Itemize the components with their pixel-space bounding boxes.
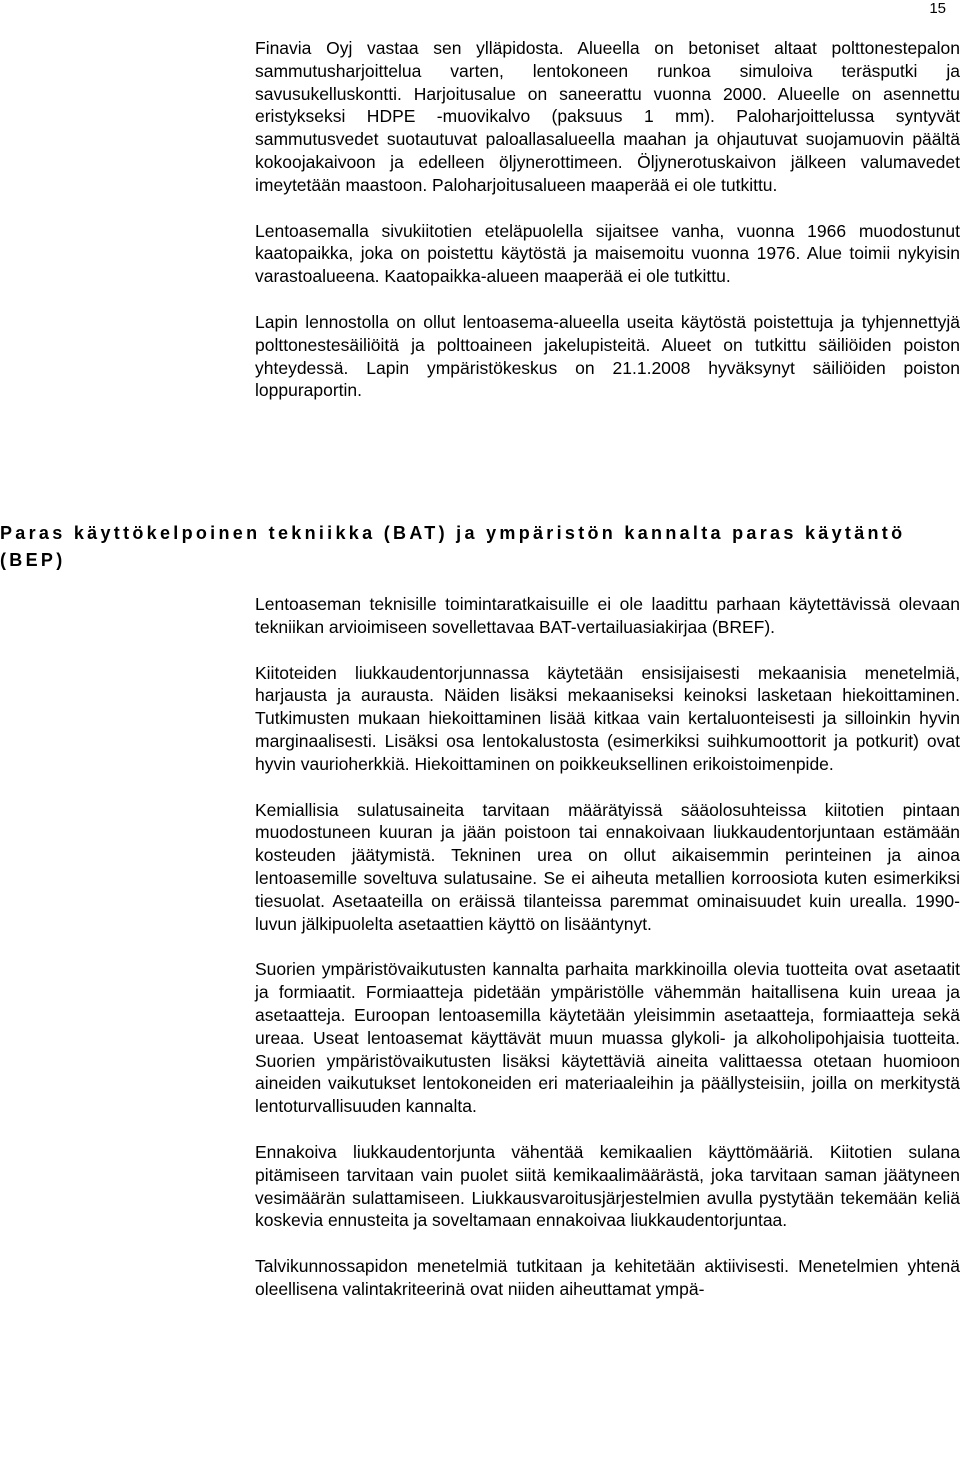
paragraph-mechanical-methods: Kiitoteiden liukkaudentorjunnassa käytetään ensisijaisesti mekaanisia menetelmiä, harjausta ja aurausta. Näiden lisäksi mekaaniseksi keinoksi lasketaan hiekoittaminen. Tutkimusten mukaan hiekoittaminen lisää kitkaa vain kertaluonteisesti ja silloinkin hyvin marginaalisesti. Lisäksi osa lentokalustosta (esimerkiksi suihkumoottorit ja potkurit) ovat hyvin vaurioherkkiä. Hiekoittaminen on poikkeuksellinen erikoistoimenpide. <box>255 662 960 774</box>
paragraph-anticipatory-control: Ennakoiva liukkaudentorjunta vähentää kemikaalien käyttömääriä. Kiitotien sulana pitämiseen tarvitaan vain puolet siitä kemikaalimäärästä, joka tarvitaan saman jäätyneen vesimäärän sulattamiseen. Liukkausvaroitusjärjestelmien avulla pystytään tekemään keliä koskevia ennusteita ja soveltamaan ennakoivaa liukkaudentorjuntaa. <box>255 1141 960 1231</box>
paragraph-environmental-products: Suorien ympäristövaikutusten kannalta parhaita markkinoilla olevia tuotteita ovat asetaatit ja formiaatit. Formiaatteja pidetään ympäristölle vähemmän haitallisena kuin ureaa ja asetaatteja. Euroopan lentoasemilla käytetään yleisimmin asetaatteja, formiaatteja sekä ureaa. Useat lentoasemat käyttävät muun muassa glykoli- ja alkoholipohjaisia tuotteita. Suorien ympäristövaikutusten lisäksi käytettäviä aineita valittaessa otetaan huomioon aineiden vaikutukset lentokoneiden eri materiaaleihin ja päällysteisiin, joilla on merkitystä lentoturvallisuuden kannalta. <box>255 959 960 1117</box>
text-section-top <box>255 37 960 402</box>
paragraph-fuel-tanks: Lapin lennostolla on ollut lentoasema-alueella useita käytöstä poistettuja ja tyhjennettyjä polttonestesäiliöitä ja polttoaineen jakelupisteitä. Alueet on tutkittu säiliöiden poiston yhteydessä. Lapin ympäristökeskus on 21.1.2008 hyväksynyt säiliöiden poiston loppuraportin. <box>255 311 960 401</box>
paragraph-chemical-deicers: Kemiallisia sulatusaineita tarvitaan määrätyissä sääolosuhteissa kiitotien pintaan muodostuneen kuuran ja jään poistoon tai ennakoivaan liukkaudentorjuntaan estämään kosteuden jäätymistä. Tekninen urea on ollut aikaisemmin perinteinen ja ainoa lentoasemille soveltuva sulatusaine. Se ei aiheuta metallien korroosiota kuten esimerkiksi tiesuolat. Asetaateilla on eräissä tilanteissa paremmat ominaisuudet kuin urealla. 1990-luvun jälkipuolelta asetaattien käyttö on lisääntynyt. <box>255 799 960 934</box>
paragraph-fire-training-area: Finavia Oyj vastaa sen ylläpidosta. Alueella on betoniset altaat polttonestepalon sammutusharjoittelua varten, lentokoneen runkoa simuloiva teräsputki ja savusukelluskontti. Harjoitusalue on saneerattu vuonna 2000. Alueelle on asennettu eristykseksi HDPE -muovikalvo (paksuus 1 mm). Paloharjoittelussa syntyvät sammutusvedet suotautuvat paloallasalueella maahan ja ohjautuvat suojamuovin päältä kokoojakaivoon ja edelleen öljynerottimeen. Öljynerotuskaivon jälkeen valumavedet imeytetään maastoon. Paloharjoitusalueen maaperää ei ole tutkittu. <box>255 38 960 195</box>
page-number: 15 <box>929 0 946 17</box>
paragraph-old-landfill: Lentoasemalla sivukiitotien eteläpuolella sijaitsee vanha, vuonna 1966 muodostunut kaatopaikka, joka on poistettu käytöstä ja maisemoitu vuonna 1976. Alue toimii nykyisin varastoalueena. Kaatopaikka-alueen maaperää ei ole tutkittu. <box>255 220 960 287</box>
paragraph-winter-maintenance: Talvikunnossapidon menetelmiä tutkitaan ja kehitetään aktiivisesti. Menetelmien yhtenä oleellisena valintakriteerinä ovat niiden aiheuttamat ympä- <box>255 1256 960 1299</box>
paragraph-bref: Lentoaseman teknisille toimintaratkaisuille ei ole laadittu parhaan käytettävissä olevaan tekniikan arvioimiseen sovellettavaa BAT-vertailuasiakirjaa (BREF). <box>255 594 960 637</box>
section-heading-bat-bep: Paras käyttökelpoinen tekniikka (BAT) ja ympäristön kannalta paras käytäntö (BEP) <box>0 523 906 570</box>
text-section-bat <box>255 593 960 1301</box>
